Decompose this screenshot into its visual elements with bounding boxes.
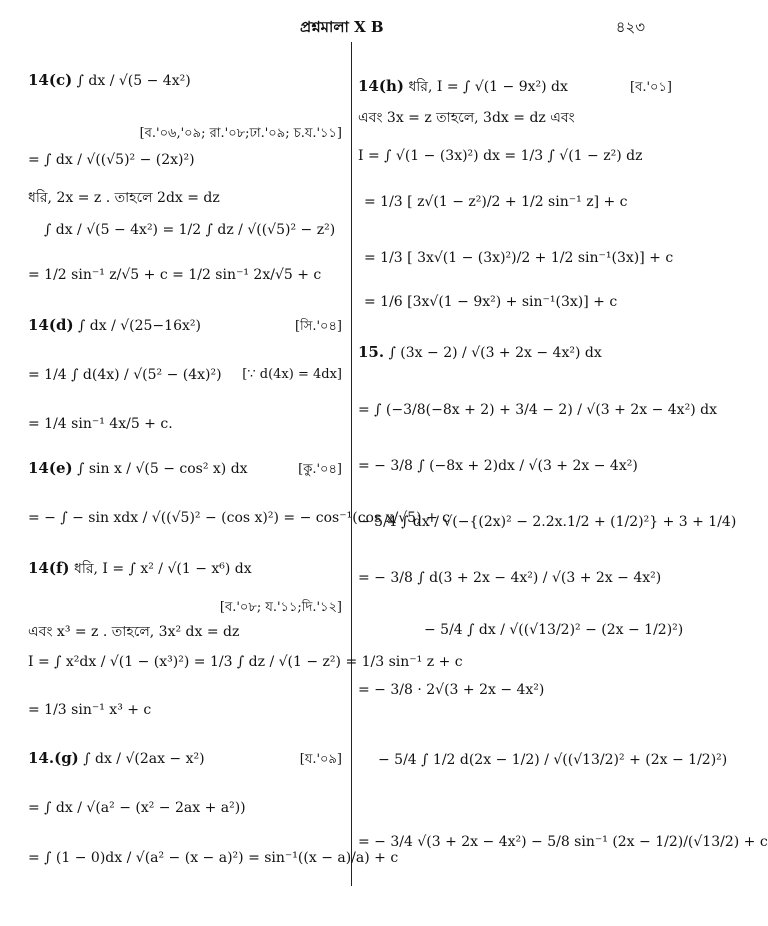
solution-result: = 1/6 [3x√(1 − 9x²) + sin⁻¹(3x)] + c: [364, 294, 618, 310]
solution-step: − 5/4 ∫ dx / √((√13/2)² − (2x − 1/2)²): [424, 622, 684, 638]
solution-note: এবং 3x = z তাহলে, 3dx = dz এবং: [358, 110, 575, 126]
problem-14g-heading: [28, 748, 205, 769]
solution-step: = ∫ dx / √((√5)² − (2x)²): [28, 152, 195, 168]
solution-step: = − 3/8 · 2√(3 + 2x − 4x²): [358, 682, 545, 698]
problem-label: 14(c): [28, 71, 73, 89]
solution-step: − 5/4 ∫ 1/2 d(2x − 1/2) / √((√13/2)² + (2x − 1/2)²): [378, 752, 728, 768]
problem-14d-heading: [28, 315, 201, 336]
problem-source: [ব.'০৬,'০৯; রা.'০৮;ঢা.'০৯; চ.য.'১১]: [139, 126, 342, 141]
problem-integral: ∫ (3x − 2) / √(3 + 2x − 4x²) dx: [388, 345, 602, 361]
problem-label: 14.(g): [28, 749, 79, 767]
problem-label: 14(d): [28, 316, 74, 334]
problem-integral: ∫ dx / √(5 − 4x²): [76, 73, 191, 89]
solution-step: = 1/4 ∫ d(4x) / √(5² − (4x)²): [28, 367, 222, 383]
solution-result: = 1/4 sin⁻¹ 4x/5 + c.: [28, 416, 173, 432]
solution-step: I = ∫ x²dx / √(1 − (x³)²) = 1/3 ∫ dz / √(1 − z²) = 1/3 sin⁻¹ z + c: [28, 654, 463, 670]
problem-source: [ব.'০৮; য.'১১;দি.'১২]: [219, 600, 342, 615]
problem-14h-heading: [358, 76, 568, 97]
problem-integral: ∫ dx / √(25−16x²): [78, 318, 201, 334]
problem-source: [সি.'০৪]: [294, 319, 342, 334]
solution-hint: [∵ d(4x) = 4dx]: [242, 367, 342, 382]
problem-14e-heading: [28, 458, 248, 479]
problem-label: 14(e): [28, 459, 73, 477]
problem-label: 14(h): [358, 77, 404, 95]
solution-note: এবং x³ = z . তাহলে, 3x² dx = dz: [28, 624, 240, 640]
page-header: [0, 8, 697, 38]
solution-step: − 5/4 ∫ dx / √(−{(2x)² − 2.2x.1/2 + (1/2)²} + 3 + 1/4): [358, 514, 737, 530]
solution-step: ∫ dx / √(5 − 4x²) = 1/2 ∫ dz / √((√5)² − z²): [44, 222, 336, 238]
problem-label: 14(f): [28, 559, 70, 577]
problem-label: 15.: [358, 343, 385, 361]
problem-14c-heading: [28, 70, 191, 91]
column-divider: [351, 42, 352, 886]
solution-step: = 1/3 [ z√(1 − z²)/2 + 1/2 sin⁻¹ z] + c: [364, 194, 628, 210]
solution-note: ধরি, 2x = z . তাহলে 2dx = dz: [28, 190, 220, 206]
solution-step: = ∫ (−3/8(−8x + 2) + 3/4 − 2) / √(3 + 2x − 4x²) dx: [358, 402, 717, 418]
problem-integral: ধরি, I = ∫ √(1 − 9x²) dx: [408, 79, 568, 95]
problem-source: [কু.'০৪]: [298, 462, 342, 477]
page-number: ৪২৩: [615, 18, 645, 36]
solution-result: = ∫ (1 − 0)dx / √(a² − (x − a)²) = sin⁻¹((x − a)/a) + c: [28, 850, 399, 866]
solution-step: = − 3/8 ∫ d(3 + 2x − 4x²) / √(3 + 2x − 4x²): [358, 570, 662, 586]
problem-integral: ধরি, I = ∫ x² / √(1 − x⁶) dx: [73, 561, 252, 577]
problem-14f-heading: [28, 558, 252, 579]
solution-step: = ∫ dx / √(a² − (x² − 2ax + a²)): [28, 800, 246, 816]
problem-integral: ∫ sin x / √(5 − cos² x) dx: [77, 461, 248, 477]
problem-15-heading: [358, 342, 602, 363]
solution-result: = − 3/4 √(3 + 2x − 4x²) − 5/8 sin⁻¹ (2x − 1/2)/(√13/2) + c: [358, 834, 768, 850]
problem-source: [য.'০৯]: [299, 752, 342, 767]
solution-step: = 1/3 [ 3x√(1 − (3x)²)/2 + 1/2 sin⁻¹(3x)] + c: [364, 250, 674, 266]
solution-result: = 1/2 sin⁻¹ z/√5 + c = 1/2 sin⁻¹ 2x/√5 + c: [28, 267, 322, 283]
chapter-title: প্রশ্নমালা X B: [300, 18, 384, 36]
problem-integral: ∫ dx / √(2ax − x²): [83, 751, 205, 767]
problem-source: [ব.'০১]: [630, 80, 672, 95]
solution-result: = − ∫ − sin xdx / √((√5)² − (cos x)²) = − cos⁻¹(cos x/√5) + c: [28, 510, 450, 526]
solution-step: I = ∫ √(1 − (3x)²) dx = 1/3 ∫ √(1 − z²) dz: [358, 148, 643, 164]
solution-result: = 1/3 sin⁻¹ x³ + c: [28, 702, 152, 718]
solution-step: = − 3/8 ∫ (−8x + 2)dx / √(3 + 2x − 4x²): [358, 458, 638, 474]
